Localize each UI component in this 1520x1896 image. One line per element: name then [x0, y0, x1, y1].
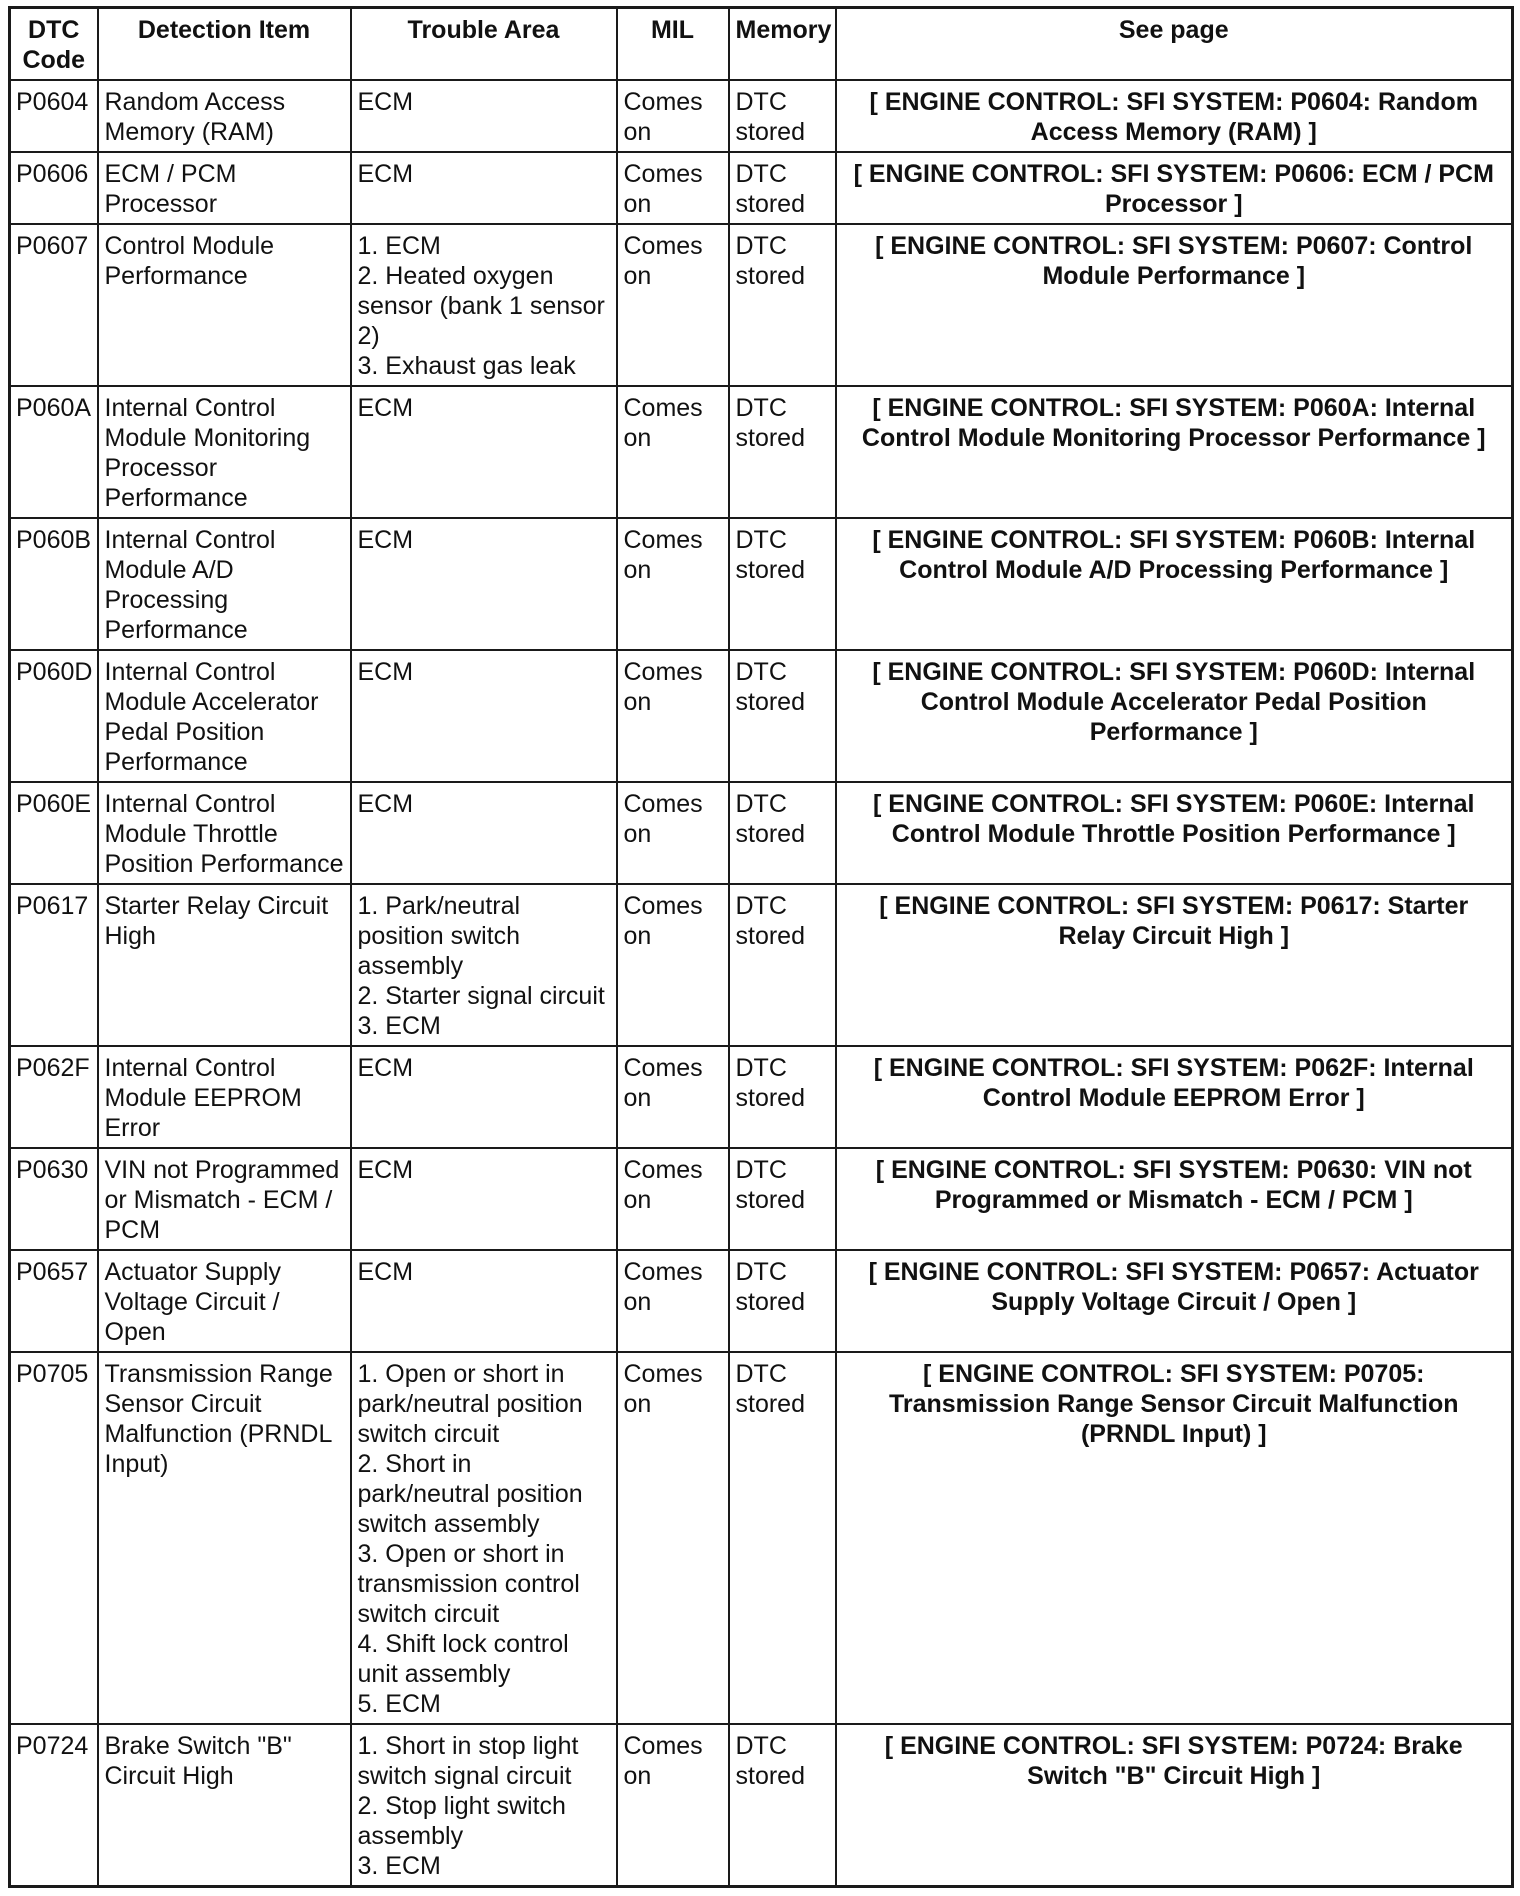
mil-cell: Comes on — [617, 1352, 729, 1724]
mil-cell: Comes on — [617, 650, 729, 782]
trouble-area-cell — [351, 1148, 617, 1250]
table-row — [10, 1352, 1513, 1724]
mil-cell: Comes on — [617, 1148, 729, 1250]
detection-item-cell: Control Module Performance — [98, 224, 351, 386]
detection-item-cell: ECM / PCM Processor — [98, 152, 351, 224]
see-page-link[interactable]: [ ENGINE CONTROL: SFI SYSTEM: P0606: ECM / PCM Processor ] — [836, 152, 1513, 224]
trouble-area-cell — [351, 1724, 617, 1887]
trouble-area-cell — [351, 1250, 617, 1352]
trouble-area-line: ECM — [357, 1258, 414, 1286]
detection-item-cell: Starter Relay Circuit High — [98, 884, 351, 1046]
memory-cell: DTC stored — [729, 518, 836, 650]
detection-item-cell: Internal Control Module Throttle Position Performance — [98, 782, 351, 884]
detection-item-cell: Internal Control Module Accelerator Pedal Position Performance — [98, 650, 351, 782]
trouble-area-cell — [351, 1046, 617, 1148]
trouble-area-line: 4. Shift lock control unit assembly — [357, 1630, 569, 1688]
see-page-link[interactable]: [ ENGINE CONTROL: SFI SYSTEM: P062F: Internal Control Module EEPROM Error ] — [836, 1046, 1513, 1148]
trouble-area-line: 3. ECM — [357, 1012, 441, 1040]
dtc-code-cell: P0705 — [10, 1352, 98, 1724]
dtc-code-cell: P0630 — [10, 1148, 98, 1250]
dtc-code-cell: P060D — [10, 650, 98, 782]
trouble-area-line: ECM — [357, 658, 414, 686]
mil-cell: Comes on — [617, 1250, 729, 1352]
see-page-link[interactable]: [ ENGINE CONTROL: SFI SYSTEM: P060E: Internal Control Module Throttle Position Performance ] — [836, 782, 1513, 884]
see-page-link[interactable]: [ ENGINE CONTROL: SFI SYSTEM: P0724: Brake Switch "B" Circuit High ] — [836, 1724, 1513, 1887]
dtc-code-cell: P0724 — [10, 1724, 98, 1887]
dtc-code-cell: P0657 — [10, 1250, 98, 1352]
see-page-link[interactable]: [ ENGINE CONTROL: SFI SYSTEM: P060B: Internal Control Module A/D Processing Performance ] — [836, 518, 1513, 650]
mil-cell: Comes on — [617, 1046, 729, 1148]
trouble-area-line: ECM — [357, 526, 414, 554]
table-row — [10, 152, 1513, 224]
header-dtc-code: DTC Code — [10, 8, 98, 81]
header-see-page: See page — [836, 8, 1513, 81]
dtc-code-cell: P060E — [10, 782, 98, 884]
see-page-link[interactable]: [ ENGINE CONTROL: SFI SYSTEM: P0657: Actuator Supply Voltage Circuit / Open ] — [836, 1250, 1513, 1352]
memory-cell: DTC stored — [729, 1148, 836, 1250]
table-row — [10, 1046, 1513, 1148]
dtc-table — [8, 6, 1514, 1888]
detection-item-cell: Transmission Range Sensor Circuit Malfunction (PRNDL Input) — [98, 1352, 351, 1724]
trouble-area-cell — [351, 80, 617, 152]
dtc-code-cell: P0604 — [10, 80, 98, 152]
trouble-area-line: ECM — [357, 790, 414, 818]
trouble-area-cell — [351, 650, 617, 782]
trouble-area-line: 2. Heated oxygen sensor (bank 1 sensor 2) — [357, 262, 605, 350]
trouble-area-line: 2. Stop light switch assembly — [357, 1792, 566, 1850]
memory-cell: DTC stored — [729, 1352, 836, 1724]
trouble-area-cell — [351, 884, 617, 1046]
trouble-area-line: ECM — [357, 88, 414, 116]
table-row — [10, 1724, 1513, 1887]
mil-cell: Comes on — [617, 884, 729, 1046]
trouble-area-line: 1. Short in stop light switch signal circuit — [357, 1732, 579, 1790]
memory-cell: DTC stored — [729, 386, 836, 518]
table-row — [10, 884, 1513, 1046]
table-row — [10, 782, 1513, 884]
trouble-area-cell — [351, 782, 617, 884]
mil-cell: Comes on — [617, 518, 729, 650]
table-header-row — [10, 8, 1513, 81]
table-row — [10, 650, 1513, 782]
table-row — [10, 518, 1513, 650]
trouble-area-line: 1. Park/neutral position switch assembly — [357, 892, 521, 980]
detection-item-cell: VIN not Programmed or Mismatch - ECM / PCM — [98, 1148, 351, 1250]
trouble-area-line: 5. ECM — [357, 1690, 441, 1718]
dtc-code-cell: P062F — [10, 1046, 98, 1148]
see-page-link[interactable]: [ ENGINE CONTROL: SFI SYSTEM: P0604: Random Access Memory (RAM) ] — [836, 80, 1513, 152]
trouble-area-line: ECM — [357, 160, 414, 188]
detection-item-cell: Random Access Memory (RAM) — [98, 80, 351, 152]
trouble-area-line: 1. Open or short in park/neutral position switch circuit — [357, 1360, 583, 1448]
trouble-area-line: 3. Open or short in transmission control switch circuit — [357, 1540, 580, 1628]
see-page-link[interactable]: [ ENGINE CONTROL: SFI SYSTEM: P0607: Control Module Performance ] — [836, 224, 1513, 386]
trouble-area-line: 3. ECM — [357, 1852, 441, 1880]
trouble-area-cell — [351, 224, 617, 386]
memory-cell: DTC stored — [729, 650, 836, 782]
trouble-area-cell — [351, 386, 617, 518]
see-page-link[interactable]: [ ENGINE CONTROL: SFI SYSTEM: P0705: Transmission Range Sensor Circuit Malfunction (PRNDL Input) ] — [836, 1352, 1513, 1724]
dtc-code-cell: P0617 — [10, 884, 98, 1046]
detection-item-cell: Internal Control Module A/D Processing Performance — [98, 518, 351, 650]
mil-cell: Comes on — [617, 80, 729, 152]
trouble-area-line: 2. Starter signal circuit — [357, 982, 605, 1010]
table-row — [10, 80, 1513, 152]
trouble-area-cell — [351, 518, 617, 650]
dtc-code-cell: P060A — [10, 386, 98, 518]
memory-cell: DTC stored — [729, 782, 836, 884]
mil-cell: Comes on — [617, 386, 729, 518]
trouble-area-line: 2. Short in park/neutral position switch assembly — [357, 1450, 583, 1538]
header-detection-item: Detection Item — [98, 8, 351, 81]
trouble-area-line: 1. ECM — [357, 232, 441, 260]
table-row — [10, 224, 1513, 386]
see-page-link[interactable]: [ ENGINE CONTROL: SFI SYSTEM: P060A: Internal Control Module Monitoring Processor Performance ] — [836, 386, 1513, 518]
dtc-code-cell: P0607 — [10, 224, 98, 386]
see-page-link[interactable]: [ ENGINE CONTROL: SFI SYSTEM: P0630: VIN not Programmed or Mismatch - ECM / PCM ] — [836, 1148, 1513, 1250]
table-row — [10, 1250, 1513, 1352]
detection-item-cell: Actuator Supply Voltage Circuit / Open — [98, 1250, 351, 1352]
header-trouble-area: Trouble Area — [351, 8, 617, 81]
trouble-area-line: 3. Exhaust gas leak — [357, 352, 576, 380]
memory-cell: DTC stored — [729, 152, 836, 224]
dtc-code-cell: P0606 — [10, 152, 98, 224]
memory-cell: DTC stored — [729, 1724, 836, 1887]
mil-cell: Comes on — [617, 224, 729, 386]
trouble-area-cell — [351, 1352, 617, 1724]
memory-cell: DTC stored — [729, 1250, 836, 1352]
mil-cell: Comes on — [617, 782, 729, 884]
see-page-link[interactable]: [ ENGINE CONTROL: SFI SYSTEM: P060D: Internal Control Module Accelerator Pedal Position Performance ] — [836, 650, 1513, 782]
dtc-table-container — [8, 6, 1511, 1888]
dtc-code-cell: P060B — [10, 518, 98, 650]
memory-cell: DTC stored — [729, 224, 836, 386]
header-mil: MIL — [617, 8, 729, 81]
see-page-link[interactable]: [ ENGINE CONTROL: SFI SYSTEM: P0617: Starter Relay Circuit High ] — [836, 884, 1513, 1046]
memory-cell: DTC stored — [729, 884, 836, 1046]
mil-cell: Comes on — [617, 152, 729, 224]
trouble-area-line: ECM — [357, 1156, 414, 1184]
trouble-area-line: ECM — [357, 1054, 414, 1082]
memory-cell: DTC stored — [729, 1046, 836, 1148]
mil-cell: Comes on — [617, 1724, 729, 1887]
table-row — [10, 386, 1513, 518]
detection-item-cell: Brake Switch "B" Circuit High — [98, 1724, 351, 1887]
detection-item-cell: Internal Control Module EEPROM Error — [98, 1046, 351, 1148]
memory-cell: DTC stored — [729, 80, 836, 152]
trouble-area-cell — [351, 152, 617, 224]
table-row — [10, 1148, 1513, 1250]
table-body — [10, 80, 1513, 1887]
detection-item-cell: Internal Control Module Monitoring Processor Performance — [98, 386, 351, 518]
trouble-area-line: ECM — [357, 394, 414, 422]
header-memory: Memory — [729, 8, 836, 81]
